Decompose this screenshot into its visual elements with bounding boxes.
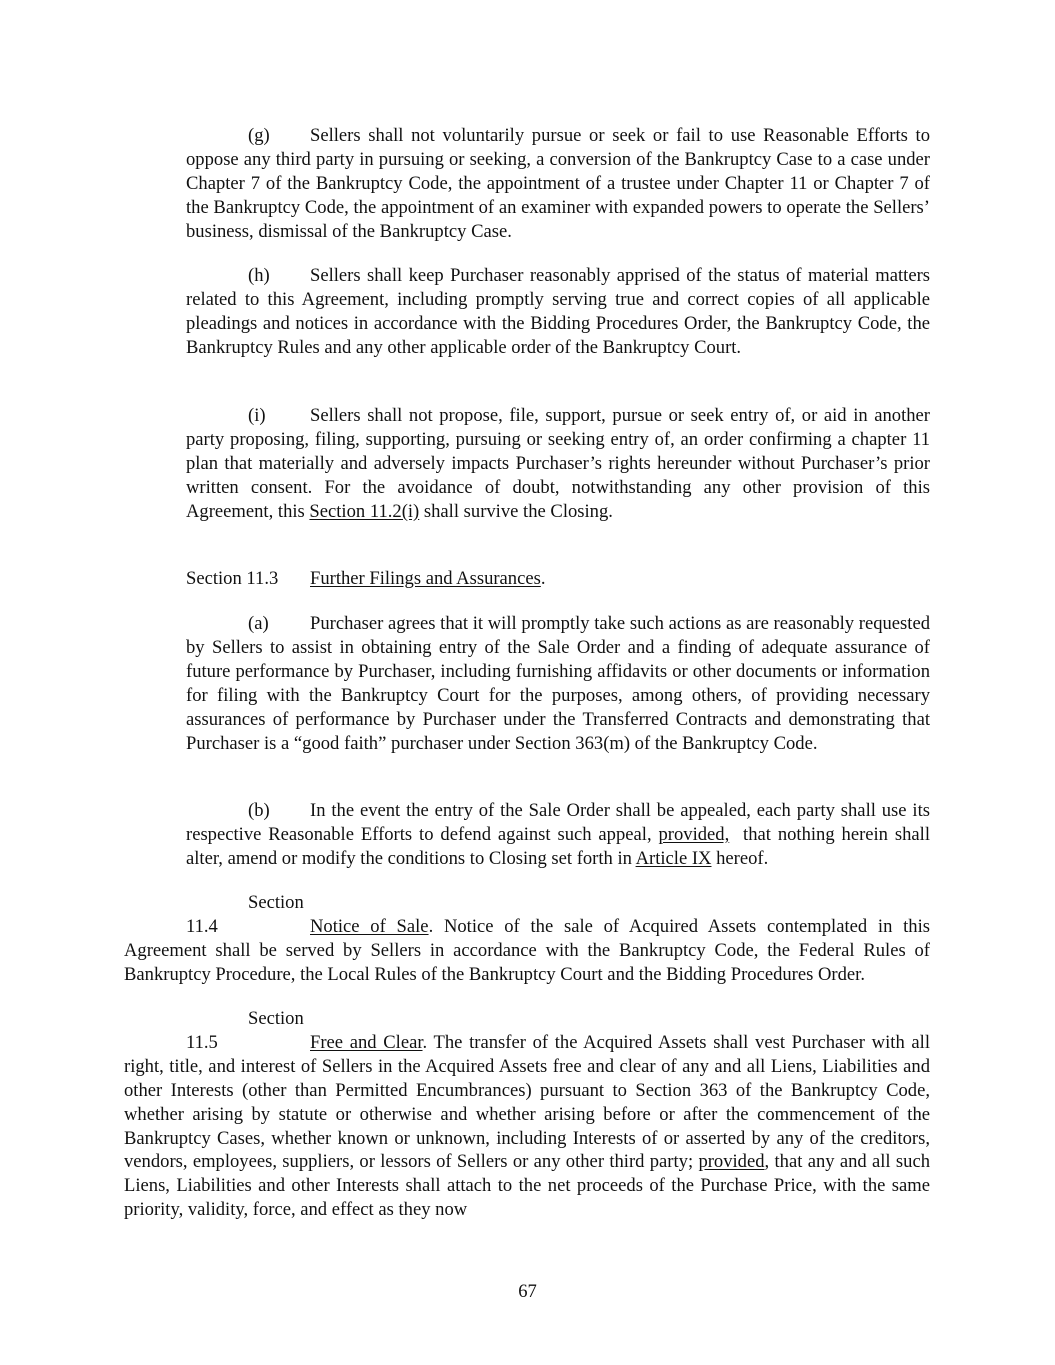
section-11-5-text-end: , that any and all such Liens, Liabilities and other Interests shall attach to the net proceeds of the Purchase Price, with the same priority, validity, force, and effect as they now bbox=[124, 1151, 930, 1221]
paragraph-g-text: Sellers shall not voluntarily pursue or seek or fail to use Reasonable Efforts to oppose any third party in pursuing or seeking, a conversion of the Bankruptcy Case to a case under Chapter 7 of the Bankruptcy Code, the appointment of a trustee under Chapter 11 or Chapter 7 of the Bankruptcy Code, the appointment of an examiner with expanded powers to operate the Sellers’ business, dismissal of the Bankruptcy Case. bbox=[186, 125, 930, 242]
paragraph-h-number: (h) bbox=[248, 265, 270, 286]
paragraph-11-3-b-text-mid: that nothing herein shall alter, amend or modify the conditions to Closing set forth in bbox=[186, 823, 935, 869]
page-number: 67 bbox=[518, 1281, 537, 1302]
section-11-3-heading bbox=[186, 567, 930, 591]
paragraph-i bbox=[186, 404, 930, 524]
section-11-3-title-suffix: . bbox=[540, 568, 546, 589]
paragraph-i-text: Sellers shall not propose, file, support, pursue or seek entry of, or aid in another party proposing, filing, supporting, pursuing or seeking entry of, an order confirming a chapter 11 plan that materially and adversely impacts Purchaser’s rights hereunder without Purchaser’s prior written consent. For the avoidance of doubt, notwithstanding any other provision of this Agreement, this bbox=[186, 405, 930, 522]
section-11-3-label: Section 11.3 bbox=[186, 568, 279, 589]
paragraph-11-3-a-text: Purchaser agrees that it will promptly take such actions as are reasonably requested by Sellers to assist in obtaining entry of the Sale Order and a finding of adequate assurance of future performance by Purchaser, including furnishing affidavits or other documents or information for filing with the Bankruptcy Court for the purposes, among others, of providing necessary assurances of performance by Purchaser under the Transferred Contracts and demonstrating that Purchaser is a “good faith” purchaser under Section 363(m) of the Bankruptcy Code. bbox=[186, 613, 930, 754]
paragraph-11-3-b-number: (b) bbox=[248, 800, 270, 821]
section-11-5-label: Section 11.5 bbox=[186, 1008, 304, 1053]
article-ix-reference: Article IX bbox=[635, 847, 712, 869]
section-11-5-text: . The transfer of the Acquired Assets shall vest Purchaser with all right, title, and interest of Sellers in the Acquired Assets free and clear of any and all Liens, Liabilities and other Interests (other than Permitted Encumbrances) pursuant to Section 363 of the Bankruptcy Code, whether arising by statute or otherwise and whether arising before or after the commencement of the Bankruptcy Cases, whether known or unknown, including Interests of or asserted by any of the creditors, vendors, employees, suppliers, or lessors of Sellers or any other third party; bbox=[124, 1031, 931, 1173]
paragraph-11-3-b-text-end: hereof. bbox=[711, 847, 769, 869]
paragraph-11-3-a bbox=[186, 612, 930, 755]
paragraph-11-3-a-number: (a) bbox=[248, 613, 269, 634]
paragraph-h-text: Sellers shall keep Purchaser reasonably apprised of the status of material matters related to this Agreement, including promptly serving true and correct copies of all applicable pleadings and notices in accordance with the Bidding Procedures Order, the Bankruptcy Code, the Bankruptcy Rules and any other applicable order of the Bankruptcy Court. bbox=[186, 265, 930, 358]
provided-term: provided, bbox=[658, 823, 730, 845]
paragraph-11-3-b bbox=[186, 799, 935, 871]
section-11-4-title: Notice of Sale bbox=[310, 915, 429, 937]
paragraph-i-text-end: shall survive the Closing. bbox=[419, 500, 613, 522]
provided-term-11-5: provided bbox=[698, 1151, 765, 1173]
section-11-4 bbox=[124, 891, 930, 987]
paragraph-h bbox=[186, 264, 930, 360]
section-11-2-i-reference: Section 11.2(i) bbox=[309, 500, 420, 522]
paragraph-11-3-b-text: In the event the entry of the Sale Order shall be appealed, each party shall use its respective Reasonable Efforts to defend against such appeal, bbox=[186, 800, 930, 845]
section-11-5-title: Free and Clear bbox=[310, 1031, 423, 1053]
section-11-3-title: Further Filings and Assurances bbox=[310, 568, 541, 589]
section-11-4-label: Section 11.4 bbox=[186, 892, 304, 937]
section-11-5 bbox=[124, 1007, 930, 1222]
paragraph-i-number: (i) bbox=[248, 405, 266, 426]
paragraph-g-number: (g) bbox=[248, 125, 270, 146]
paragraph-g bbox=[186, 124, 930, 244]
section-11-4-text: . Notice of the sale of Acquired Assets contemplated in this Agreement shall be served by Sellers in accordance with the Bankruptcy Code, the Federal Rules of Bankruptcy Procedure, the Local Rules of the Bankruptcy Court and the Bidding Procedures Order. bbox=[124, 915, 930, 985]
